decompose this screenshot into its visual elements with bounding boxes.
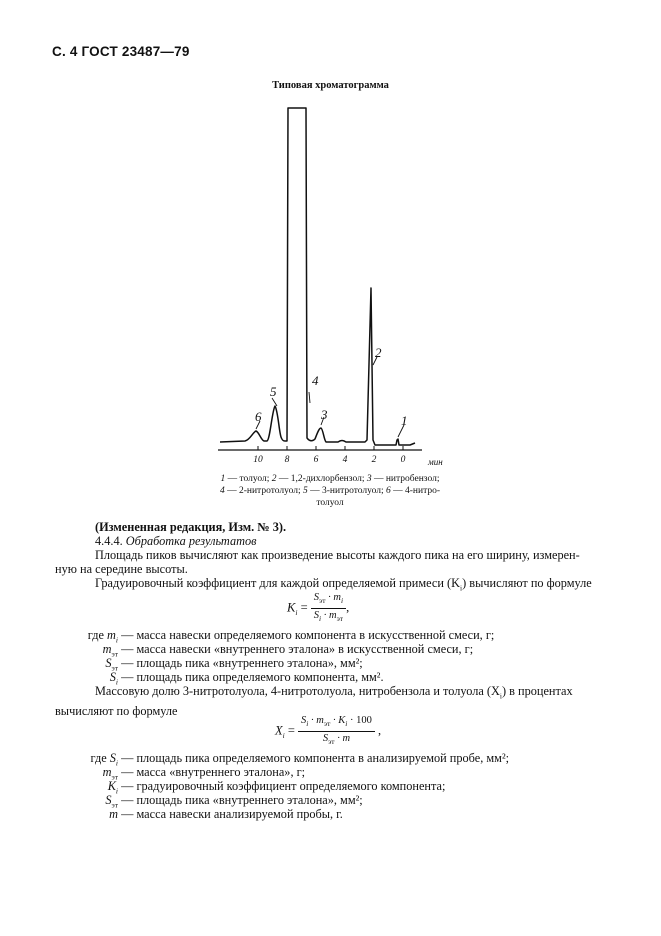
chart-title: Типовая хроматограмма: [272, 80, 389, 91]
caption-item: 2 — 1,2-дихлорбензол;: [271, 474, 367, 484]
chart-caption: [210, 473, 450, 509]
paragraph-peak-area: Площадь пиков вычисляют как произведение высоты каждого пика на его ширину, измерен- ную на середине высоты.: [55, 548, 580, 577]
definition-row: $S_{эт}$ — площадь пика «внутреннего эталона», мм²;: [105, 793, 363, 810]
definition-row: m — масса навески анализируемой пробы, г.: [109, 807, 343, 821]
chromatogram-trace: [220, 108, 415, 445]
tick-label: 10: [253, 455, 263, 465]
definition-row: $S_{эт}$ — площадь пика «внутреннего эталона», мм²;: [105, 656, 363, 673]
section-heading: 4.4.4. Обработка результатов: [95, 534, 257, 548]
caption-item: 4 — 2-нитротолуол;: [219, 486, 303, 496]
peak-label-5: 5: [270, 384, 277, 399]
peak-label-1: 1: [401, 413, 408, 428]
formula-x: $X_i$ = $\frac{S_i \cdot m_{эт} \cdot K_i \cdot 100}{S_{эт} \cdot m}$ ,: [275, 715, 382, 747]
peak-label-6: 6: [255, 409, 262, 424]
caption-item: 6 — 4-нитро-: [386, 486, 441, 496]
caption-item: 1 — толуол;: [220, 474, 272, 484]
definition-row: $m_{эт}$ — масса «внутреннего эталона», г;: [102, 765, 306, 782]
page-header: С. 4 ГОСТ 23487—79: [52, 44, 190, 59]
peak-label-4: 4: [312, 373, 319, 388]
caption-item: 3 — нитробензол;: [366, 474, 440, 484]
x-unit-label: мин: [428, 457, 443, 467]
paragraph-mass-fraction: Массовую долю 3-нитротолуола, 4-нитротолуола, нитробензола и толуола $(X_i)$ в процентах вычисляют по формуле: [55, 684, 573, 718]
definition-row: где $S_i$ — площадь пика определяемого компонента в анализируемой пробе, мм²;: [90, 751, 510, 768]
caption-tail: толуол: [316, 498, 344, 508]
peak-label-2: 2: [375, 345, 382, 360]
definition-row: $S_i$ — площадь пика определяемого компонента, мм².: [109, 670, 384, 687]
tick-label: 0: [400, 455, 406, 465]
leader-4: [309, 392, 310, 403]
leader-5: [272, 398, 277, 406]
paragraph-calibration: Градуировочный коэффициент для каждой определяемой примеси $(K_i)$ вычисляют по формуле: [95, 576, 592, 593]
tick-label: 8: [284, 455, 290, 465]
peak-label-3: 3: [321, 407, 328, 422]
definition-row: где $m_i$ — масса навески определяемого компонента в искусственной смеси, г;: [87, 628, 495, 645]
tick-label: 2: [371, 455, 377, 465]
formula-k: $K_i$ = $\frac{S_{эт} \cdot m_i}{S_i \cdot m_{эт}}$ ,: [287, 592, 350, 624]
chromatogram: [200, 95, 443, 475]
tick-label: 4: [342, 455, 348, 465]
definition-row: $K_i$ — градуировочный коэффициент определяемого компонента;: [107, 779, 446, 796]
definition-row: $m_{эт}$ — масса навески «внутреннего эталона» в искусственной смеси, г;: [102, 642, 474, 659]
caption-item: 5 — 3-нитротолуол;: [302, 486, 386, 496]
tick-label: 6: [313, 455, 319, 465]
amendment-note: (Измененная редакция, Изм. № 3).: [95, 520, 287, 534]
